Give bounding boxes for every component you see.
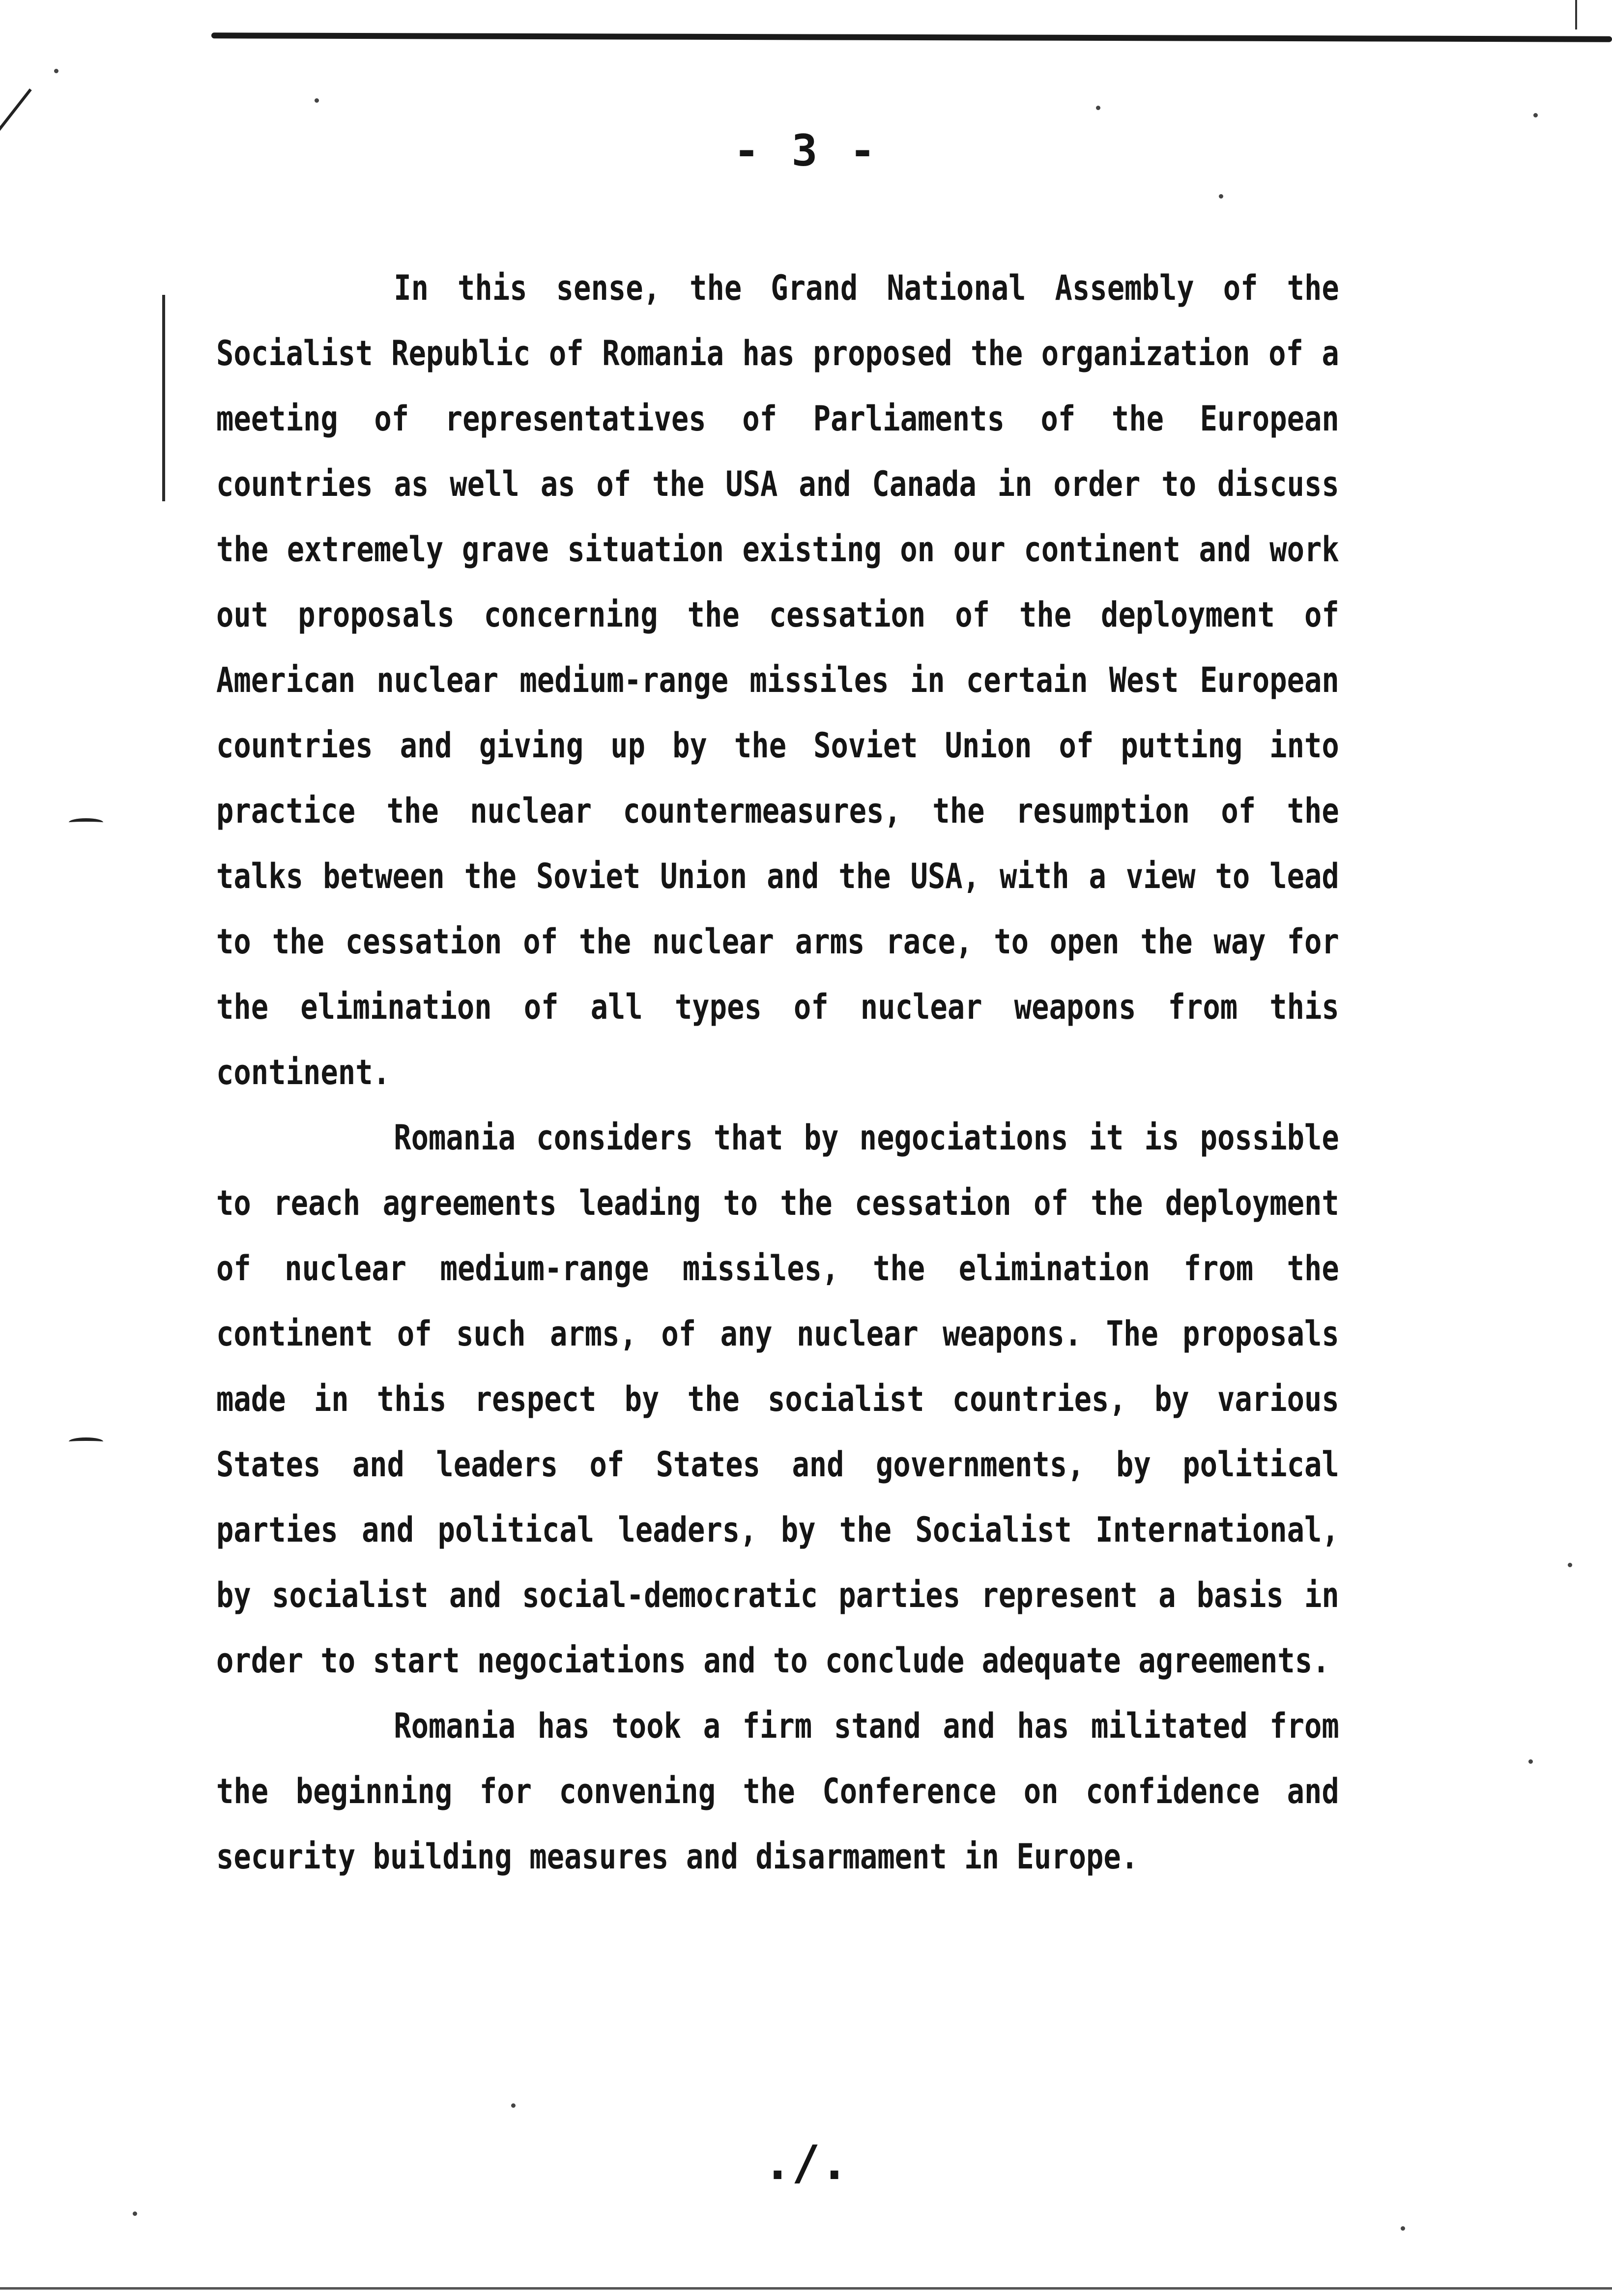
page-number: - 3 -: [733, 125, 879, 176]
continuation-mark: ./.: [763, 2135, 849, 2190]
body-text: [216, 256, 1339, 1890]
scan-speck: [1528, 1759, 1533, 1764]
scan-speck: [1401, 2226, 1405, 2231]
scan-speck: [315, 98, 319, 103]
scan-speck: [54, 69, 58, 73]
margin-tick-mark: [69, 818, 103, 827]
scan-speck: [511, 2103, 516, 2108]
scan-speck: [1096, 106, 1100, 110]
scan-speck: [1219, 194, 1223, 199]
margin-tick-mark: [69, 1437, 103, 1446]
paragraph: Romania has took a firm stand and has militated from the beginning for convening the Conference on confidence and security building measures and disarmament in Europe.: [216, 1706, 1339, 1877]
margin-vertical-bar: [162, 295, 165, 501]
right-edge-mark: [1575, 0, 1577, 29]
paragraph: In this sense, the Grand National Assembly of the Socialist Republic of Romania has proposed the organization of a meeting of representatives of Parliaments of the European countries as well as of the USA and Canada in order to discuss the extremely grave situation existing on our continent and work out proposals concerning the cessation of the deployment of American nuclear medium-range missiles in certain West European countries and giving up by the Soviet Union of putting into practice the nuclear countermeasures, the resumption of the talks between the Soviet Union and the USA, with a view to lead to the cessation of the nuclear arms race, to open the way for the elimination of all types of nuclear weapons from this continent.: [216, 268, 1339, 1092]
bottom-rule-line: [0, 2287, 1612, 2290]
scan-speck: [1533, 113, 1538, 117]
paragraph: Romania considers that by negociations it is possible to reach agreements leading to the cessation of the deployment of nuclear medium-range missiles, the elimination from the continent of such arms, of any nuclear weapons. The proposals made in this respect by the socialist countries, by various States and leaders of States and governments, by political parties and political leaders, by the Socialist International, by socialist and social-democratic parties represent a basis in order to start negociations and to conclude adequate agreements.: [216, 1118, 1339, 1681]
top-rule-line: [211, 32, 1612, 42]
scan-speck: [133, 2211, 137, 2216]
scan-speck: [1568, 1563, 1572, 1567]
